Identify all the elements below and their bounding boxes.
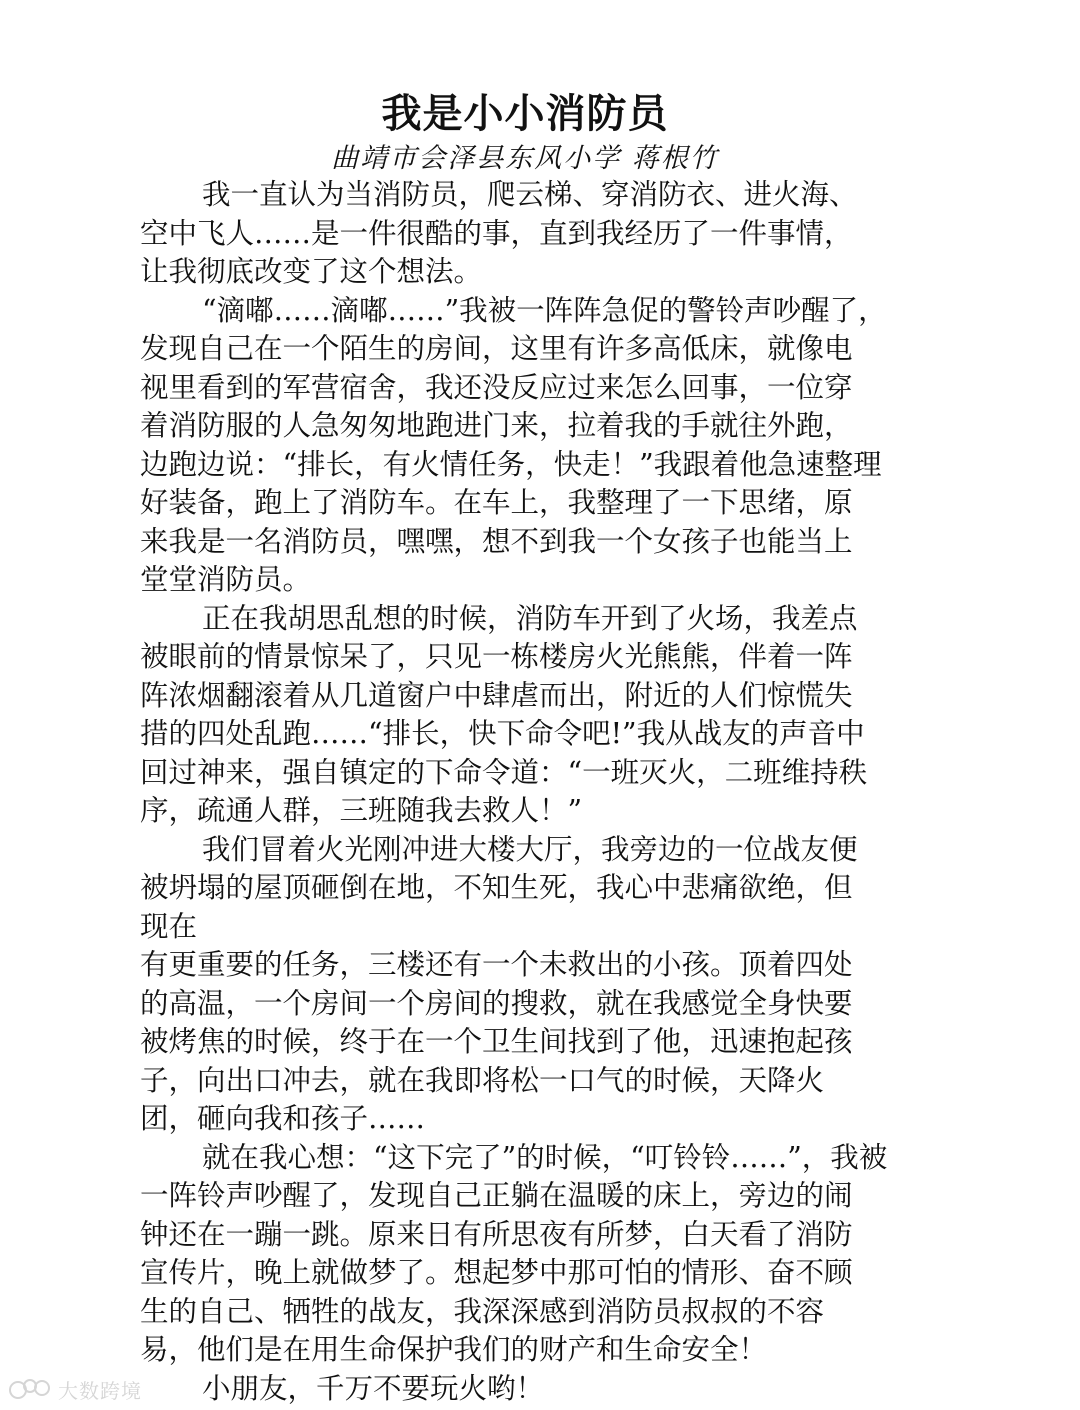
body-line: 我一直认为当消防员，爬云梯、穿消防衣、进火海、 [202,178,858,211]
body-line: 让我彻底改变了这个想法。 [140,255,483,288]
body-line: 我们冒着火光刚冲进大楼大厅，我旁边的一位战友便 [202,832,858,866]
body-line: 有更重要的任务，三楼还有一个未救出的小孩。顶着四处 [140,948,853,981]
body-line: 就在我心想：“这下完了”的时候，“叮铃铃……”，我被 [202,1140,888,1174]
body-line: 阵浓烟翻滚着从几道窗户中肆虐而出，附近的人们惊慌失 [140,678,853,712]
body-line: 着消防服的人急匆匆地跑进门来，拉着我的手就往外跑， [140,409,853,442]
document-body [140,176,920,1408]
body-line: 措的四处乱跑……“排长，快下命令吧!”我从战友的声音中 [140,717,865,750]
body-line: 一阵铃声吵醒了，发现自己正躺在温暖的床上，旁边的闹 [140,1179,853,1212]
body-line: 钟还在一蹦一跳。原来日有所思夜有所梦，白天看了消防 [140,1217,853,1251]
watermark-text: 大数跨境 [58,1378,142,1403]
body-line: 被眼前的情景惊呆了，只见一栋楼房火光熊熊，伴着一阵 [140,640,853,673]
body-line: 小朋友，千万不要玩火哟！ [202,1371,545,1405]
document-title: 我是小小消防员 [381,90,669,137]
watermark-logo-icon [8,1376,54,1402]
body-line: 被坍塌的屋顶砸倒在地，不知生死，我心中悲痛欲绝，但 [140,871,853,904]
body-line: 团，砸向我和孩子…… [140,1102,426,1135]
body-line: 堂堂消防员。 [140,563,312,596]
body-line: 回过神来，强自镇定的下命令道：“一班灭火，二班维持秩 [140,755,868,789]
body-line: 的高温，一个房间一个房间的搜救，就在我感觉全身快要 [140,986,853,1020]
body-line: 生的自己、牺牲的战友，我深深感到消防员叔叔的不容 [140,1294,825,1328]
body-line: 好装备，跑上了消防车。在车上，我整理了一下思绪，原 [140,486,853,519]
body-line: 正在我胡思乱想的时候，消防车开到了火场，我差点 [202,601,858,635]
watermark [8,1374,142,1404]
body-line: 边跑边说：“排长，有火情任务，快走！”我跟着他急速整理 [140,447,882,481]
body-line: 空中飞人……是一件很酷的事，直到我经历了一件事情， [140,216,853,250]
body-line: 子，向出口冲去，就在我即将松一口气的时候，天降火 [140,1063,825,1097]
body-line: 发现自己在一个陌生的房间，这里有许多高低床，就像电 [140,332,853,365]
body-line: 易，他们是在用生命保护我们的财产和生命安全！ [140,1333,768,1366]
body-line: 来我是一名消防员，嘿嘿，想不到我一个女孩子也能当上 [140,524,853,558]
body-line: 宣传片，晚上就做梦了。想起梦中那可怕的情形、奋不顾 [140,1256,853,1289]
body-line: 现在 [140,909,198,943]
body-line: 视里看到的军营宿舍，我还没反应过来怎么回事，一位穿 [140,370,853,404]
body-line: 被烤焦的时候，终于在一个卫生间找到了他，迅速抱起孩 [140,1025,853,1058]
body-line: 序，疏通人群，三班随我去救人！” [140,794,583,827]
document-byline: 曲靖市会泽县东风小学 蒋根竹 [331,143,719,174]
body-line: “滴嘟……滴嘟……”我被一阵阵急促的警铃声吵醒了， [202,293,887,327]
